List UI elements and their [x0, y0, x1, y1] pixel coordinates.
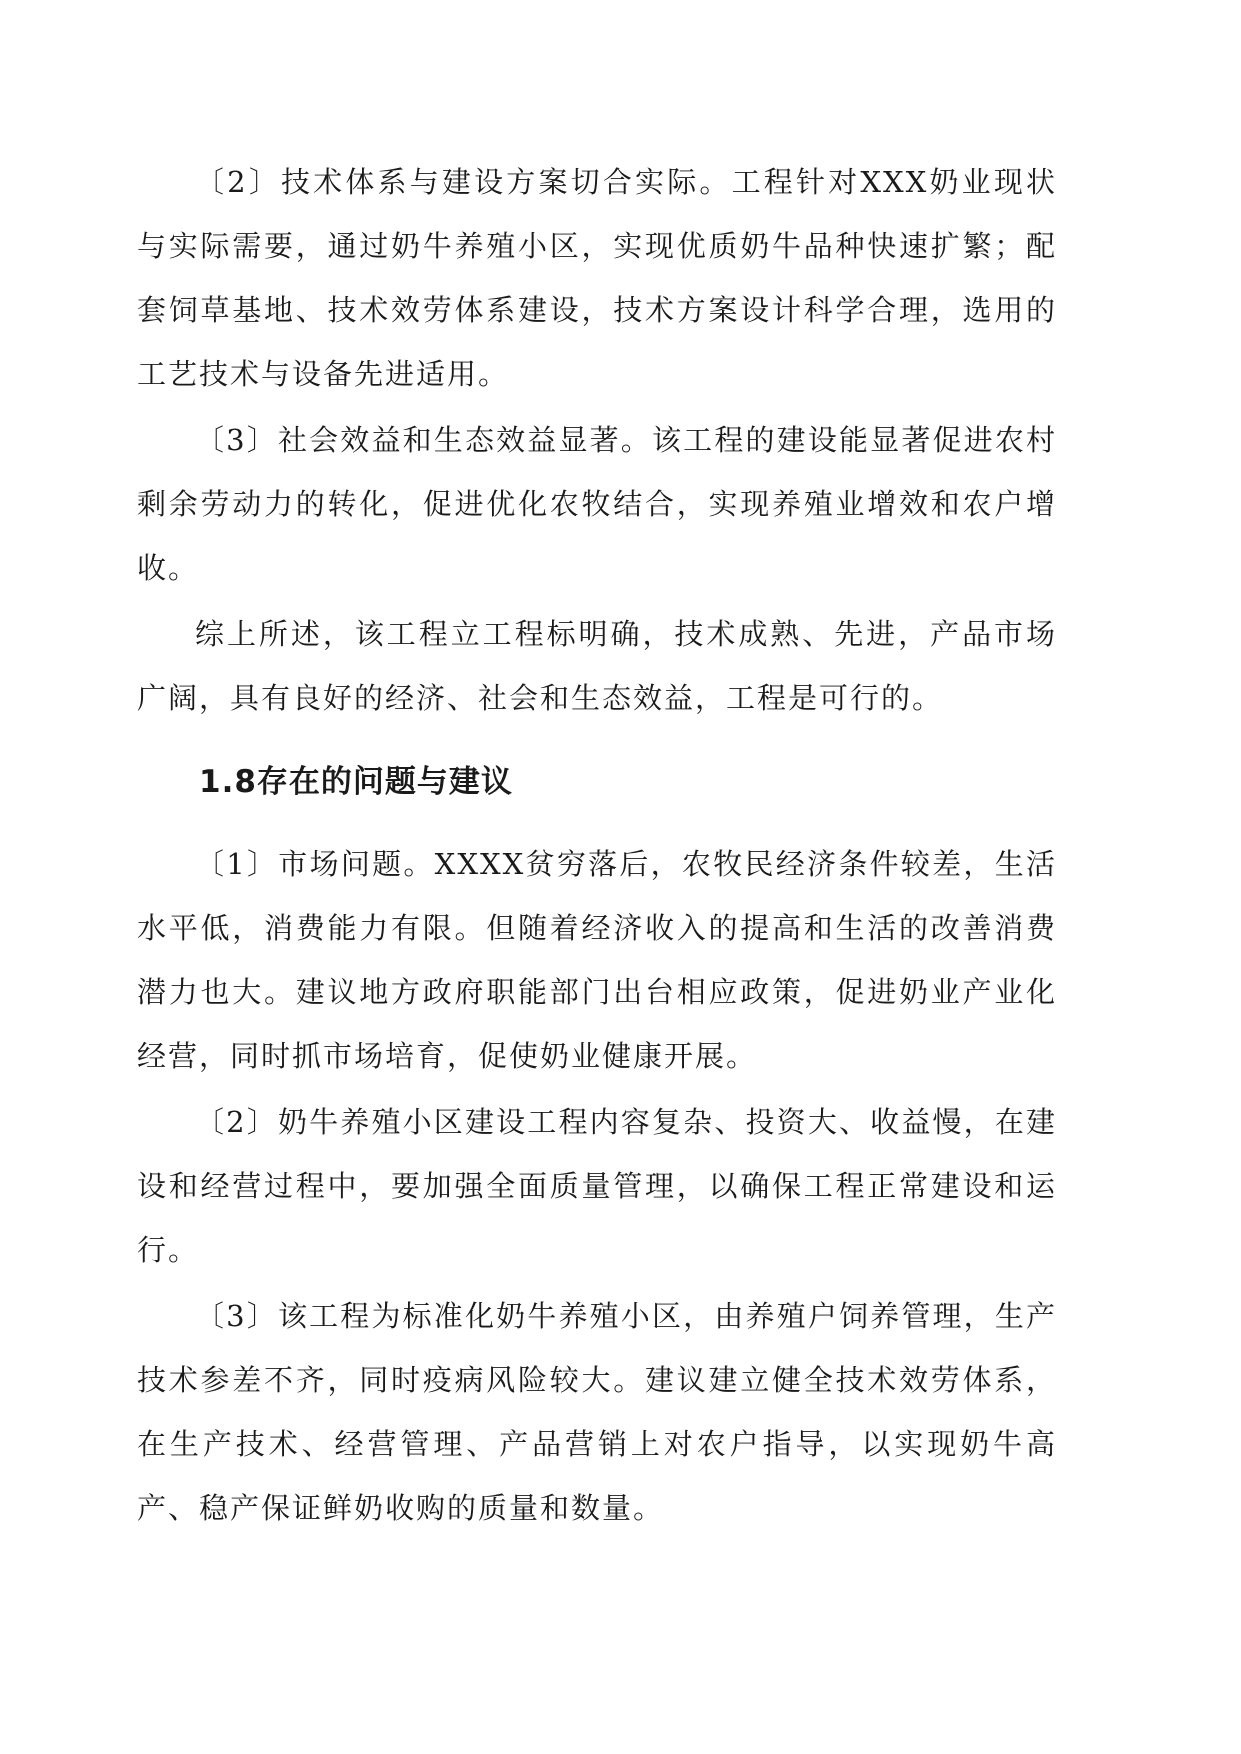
section-heading: 1.8存在的问题与建议: [199, 764, 513, 800]
paragraph-standardization-issue: 〔3〕该工程为标准化奶牛养殖小区，由养殖户饲养管理，生产技术参差不齐，同时疫病风险较大。建议建立健全技术效劳体系，在生产技术、经营管理、产品营销上对农户指导，以实现奶牛高产、稳产保证鲜奶收购的质量和数量。: [137, 1299, 1057, 1525]
document-body: [137, 150, 1057, 1542]
paragraph-summary: 综上所述，该工程立工程标明确，技术成熟、先进，产品市场广阔，具有良好的经济、社会和生态效益，工程是可行的。: [137, 617, 1057, 715]
paragraph-market-issue: 〔1〕市场问题。XXXX贫穷落后，农牧民经济条件较差，生活水平低，消费能力有限。但随着经济收入的提高和生活的改善消费潜力也大。建议地方政府职能部门出台相应政策，促进奶业产业化经营，同时抓市场培育，促使奶业健康开展。: [137, 847, 1057, 1073]
paragraph-social-benefit: 〔3〕社会效益和生态效益显著。该工程的建设能显著促进农村剩余劳动力的转化，促进优化农牧结合，实现养殖业增效和农户增收。: [137, 423, 1057, 585]
paragraph-construction-issue: 〔2〕奶牛养殖小区建设工程内容复杂、投资大、收益慢，在建设和经营过程中，要加强全面质量管理，以确保工程正常建设和运行。: [137, 1105, 1057, 1267]
paragraph-tech-system: 〔2〕技术体系与建设方案切合实际。工程针对XXX奶业现状与实际需要，通过奶牛养殖小区，实现优质奶牛品种快速扩繁；配套饲草基地、技术效劳体系建设，技术方案设计科学合理，选用的工艺技术与设备先进适用。: [137, 165, 1057, 391]
